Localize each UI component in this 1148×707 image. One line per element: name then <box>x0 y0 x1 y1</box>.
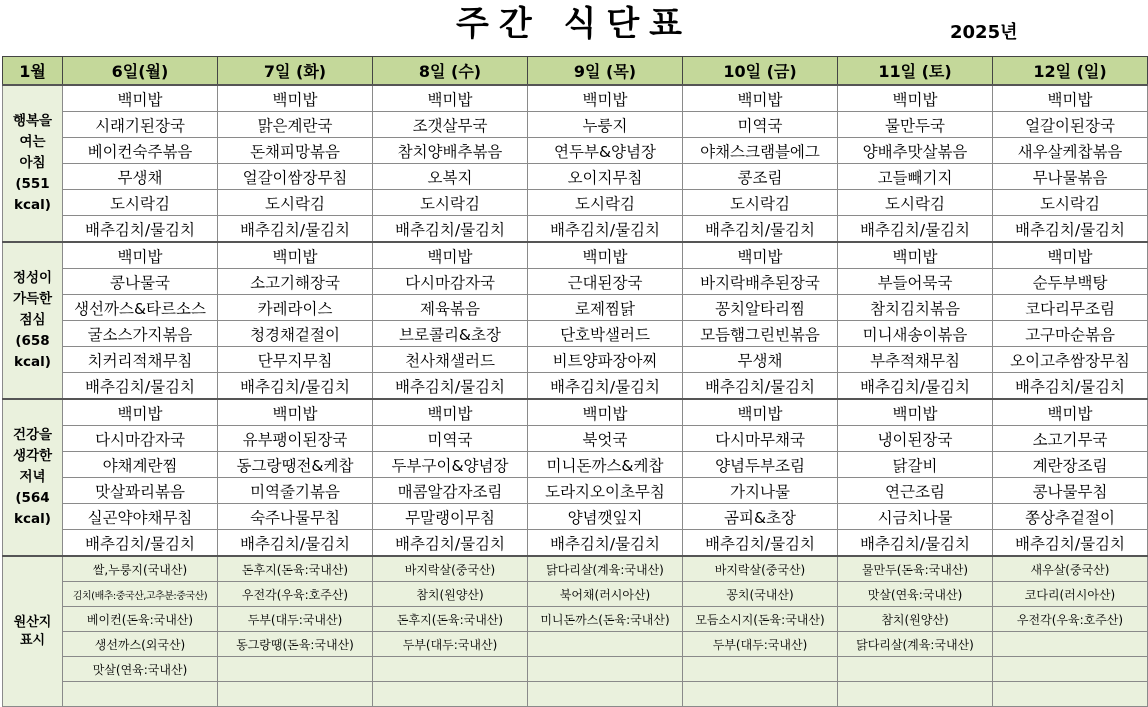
menu-cell: 곰피&초장 <box>683 504 838 530</box>
menu-cell: 미역줄기볶음 <box>218 478 373 504</box>
menu-row <box>3 399 1148 426</box>
menu-cell: 미니새송이볶음 <box>838 321 993 347</box>
section-label-line: 점심 <box>19 312 46 328</box>
menu-cell: 배추김치/물김치 <box>683 530 838 557</box>
menu-cell: 도시락김 <box>218 190 373 216</box>
menu-cell: 배추김치/물김치 <box>63 216 218 243</box>
menu-cell: 백미밥 <box>218 85 373 112</box>
menu-cell: 백미밥 <box>373 242 528 269</box>
menu-table-body <box>3 57 1148 707</box>
menu-row <box>3 138 1148 164</box>
menu-row <box>3 216 1148 243</box>
menu-cell: 배추김치/물김치 <box>373 216 528 243</box>
menu-cell: 새우살케찹볶음 <box>993 138 1148 164</box>
menu-cell: 가지나물 <box>683 478 838 504</box>
menu-cell: 유부팽이된장국 <box>218 426 373 452</box>
section-label-line: kcal) <box>14 511 51 527</box>
menu-cell: 도라지오이초무침 <box>528 478 683 504</box>
menu-cell: 베이컨숙주볶음 <box>63 138 218 164</box>
menu-cell: 백미밥 <box>683 399 838 426</box>
menu-cell: 물만두국 <box>838 112 993 138</box>
origin-cell: 우전각(우육:호주산) <box>993 607 1148 632</box>
origin-cell: 닭다리살(계육:국내산) <box>838 632 993 657</box>
origin-cell: 닭다리살(계육:국내산) <box>528 556 683 582</box>
menu-cell: 바지락배추된장국 <box>683 269 838 295</box>
origin-cell: 모듬소시지(돈육:국내산) <box>683 607 838 632</box>
origin-cell: 코다리(러시아산) <box>993 582 1148 607</box>
menu-cell: 백미밥 <box>683 242 838 269</box>
menu-cell: 부들어묵국 <box>838 269 993 295</box>
menu-row <box>3 295 1148 321</box>
origin-cell: 참치(원양산) <box>373 582 528 607</box>
origin-cell: 두부(대두:국내산) <box>373 632 528 657</box>
menu-cell: 고들빼기지 <box>838 164 993 190</box>
menu-cell: 시래기된장국 <box>63 112 218 138</box>
menu-row <box>3 112 1148 138</box>
section-label-line: 가득한 <box>12 291 53 307</box>
section-label-line: (551 <box>15 176 50 192</box>
menu-cell: 도시락김 <box>838 190 993 216</box>
menu-cell: 양념두부조림 <box>683 452 838 478</box>
menu-cell: 백미밥 <box>683 85 838 112</box>
menu-cell: 닭갈비 <box>838 452 993 478</box>
menu-cell: 동그랑땡전&케찹 <box>218 452 373 478</box>
day-header: 6일(월) <box>63 57 218 86</box>
origin-cell: 베이컨(돈육:국내산) <box>63 607 218 632</box>
menu-cell: 백미밥 <box>993 85 1148 112</box>
menu-cell: 단호박샐러드 <box>528 321 683 347</box>
menu-cell: 조갯살무국 <box>373 112 528 138</box>
menu-cell: 비트양파장아찌 <box>528 347 683 373</box>
origin-cell: 두부(대두:국내산) <box>683 632 838 657</box>
day-header: 12일 (일) <box>993 57 1148 86</box>
menu-cell: 배추김치/물김치 <box>373 530 528 557</box>
menu-cell: 무생채 <box>683 347 838 373</box>
menu-cell: 백미밥 <box>528 85 683 112</box>
menu-cell: 소고기무국 <box>993 426 1148 452</box>
section-label <box>3 399 63 556</box>
section-label <box>3 242 63 399</box>
origin-cell: 바지락살(중국산) <box>683 556 838 582</box>
menu-cell: 미역국 <box>683 112 838 138</box>
menu-cell: 누룽지 <box>528 112 683 138</box>
menu-cell: 계란장조림 <box>993 452 1148 478</box>
menu-cell: 브로콜리&초장 <box>373 321 528 347</box>
menu-cell: 배추김치/물김치 <box>218 216 373 243</box>
section-label-line: 생각한 <box>12 448 53 464</box>
origin-cell: 두부(대두:국내산) <box>218 607 373 632</box>
menu-cell: 야채계란찜 <box>63 452 218 478</box>
menu-cell: 숙주나물무침 <box>218 504 373 530</box>
menu-cell: 참치양배추볶음 <box>373 138 528 164</box>
menu-cell: 미니돈까스&케찹 <box>528 452 683 478</box>
menu-cell: 도시락김 <box>63 190 218 216</box>
menu-cell: 로제찜닭 <box>528 295 683 321</box>
menu-cell: 백미밥 <box>528 399 683 426</box>
menu-cell: 연두부&양념장 <box>528 138 683 164</box>
menu-cell: 도시락김 <box>683 190 838 216</box>
origin-cell <box>838 657 993 682</box>
menu-cell: 쫑상추겉절이 <box>993 504 1148 530</box>
origin-cell: 김치(배추:중국산,고추분:중국산) <box>63 582 218 607</box>
menu-cell: 치커리적채무침 <box>63 347 218 373</box>
section-label-line: 표시 <box>19 632 46 648</box>
menu-cell: 배추김치/물김치 <box>838 373 993 400</box>
menu-cell: 배추김치/물김치 <box>683 216 838 243</box>
menu-cell: 백미밥 <box>218 242 373 269</box>
menu-cell: 배추김치/물김치 <box>218 530 373 557</box>
menu-cell: 카레라이스 <box>218 295 373 321</box>
day-header: 9일 (목) <box>528 57 683 86</box>
origin-cell: 새우살(중국산) <box>993 556 1148 582</box>
origin-cell <box>993 682 1148 707</box>
month-header: 1월 <box>3 57 63 86</box>
menu-cell: 매콤알감자조림 <box>373 478 528 504</box>
origin-cell: 맛살(연육:국내산) <box>838 582 993 607</box>
origin-cell <box>838 682 993 707</box>
origin-cell <box>218 657 373 682</box>
menu-cell: 양배추맛살볶음 <box>838 138 993 164</box>
section-label-line: (658 <box>15 333 50 349</box>
section-label-line: 저녁 <box>19 469 46 485</box>
origin-cell: 쌀,누룽지(국내산) <box>63 556 218 582</box>
menu-cell: 백미밥 <box>373 85 528 112</box>
origin-row <box>3 556 1148 582</box>
menu-cell: 연근조림 <box>838 478 993 504</box>
section-label-line: 행복을 <box>12 113 53 129</box>
menu-row <box>3 85 1148 112</box>
menu-cell: 배추김치/물김치 <box>993 530 1148 557</box>
menu-cell: 배추김치/물김치 <box>528 216 683 243</box>
menu-cell: 돈채피망볶음 <box>218 138 373 164</box>
origin-cell <box>993 657 1148 682</box>
menu-cell: 배추김치/물김치 <box>63 530 218 557</box>
menu-cell: 실곤약야채무침 <box>63 504 218 530</box>
origin-cell: 우전각(우육:호주산) <box>218 582 373 607</box>
menu-cell: 오이지무침 <box>528 164 683 190</box>
menu-cell: 다시마감자국 <box>373 269 528 295</box>
menu-cell: 도시락김 <box>373 190 528 216</box>
day-header: 11일 (토) <box>838 57 993 86</box>
menu-cell: 청경채겉절이 <box>218 321 373 347</box>
menu-cell: 얼갈이된장국 <box>993 112 1148 138</box>
menu-cell: 백미밥 <box>63 242 218 269</box>
menu-cell: 맛살꽈리볶음 <box>63 478 218 504</box>
menu-row <box>3 452 1148 478</box>
menu-cell: 배추김치/물김치 <box>993 216 1148 243</box>
menu-row <box>3 530 1148 557</box>
menu-cell: 콩조림 <box>683 164 838 190</box>
section-label <box>3 556 63 707</box>
menu-cell: 백미밥 <box>838 85 993 112</box>
section-label-line: 정성이 <box>12 270 53 286</box>
menu-cell: 다시마무채국 <box>683 426 838 452</box>
origin-cell <box>528 657 683 682</box>
menu-cell: 고구마순볶음 <box>993 321 1148 347</box>
menu-cell: 부추적채무침 <box>838 347 993 373</box>
menu-cell: 백미밥 <box>993 399 1148 426</box>
origin-cell <box>993 632 1148 657</box>
menu-cell: 두부구이&양념장 <box>373 452 528 478</box>
origin-cell <box>373 657 528 682</box>
menu-row <box>3 347 1148 373</box>
page-title: 주간 식단표 <box>455 4 693 44</box>
menu-cell: 꽁치알타리찜 <box>683 295 838 321</box>
menu-row <box>3 242 1148 269</box>
menu-cell: 얼갈이쌈장무침 <box>218 164 373 190</box>
menu-cell: 도시락김 <box>993 190 1148 216</box>
menu-cell: 오이고추쌈장무침 <box>993 347 1148 373</box>
menu-cell: 백미밥 <box>63 399 218 426</box>
origin-row <box>3 657 1148 682</box>
menu-cell: 제육볶음 <box>373 295 528 321</box>
menu-cell: 천사채샐러드 <box>373 347 528 373</box>
menu-cell: 도시락김 <box>528 190 683 216</box>
menu-cell: 배추김치/물김치 <box>838 530 993 557</box>
origin-row <box>3 582 1148 607</box>
menu-cell: 배추김치/물김치 <box>528 530 683 557</box>
origin-cell: 동그랑땡(돈육:국내산) <box>218 632 373 657</box>
day-header: 10일 (금) <box>683 57 838 86</box>
section-label-line: (564 <box>15 490 50 506</box>
section-label-line: 아침 <box>19 155 46 171</box>
menu-cell: 콩나물국 <box>63 269 218 295</box>
menu-cell: 배추김치/물김치 <box>63 373 218 400</box>
origin-cell: 돈후지(돈육:국내산) <box>373 607 528 632</box>
menu-row <box>3 321 1148 347</box>
origin-cell <box>683 657 838 682</box>
menu-cell: 맑은계란국 <box>218 112 373 138</box>
menu-cell: 백미밥 <box>993 242 1148 269</box>
section-label-line: 건강을 <box>12 427 53 443</box>
menu-cell: 시금치나물 <box>838 504 993 530</box>
origin-cell: 미니돈까스(돈육:국내산) <box>528 607 683 632</box>
year-label: 2025년 <box>950 22 1018 43</box>
section-label <box>3 85 63 242</box>
weekly-menu-table <box>2 56 1148 707</box>
menu-cell: 무나물볶음 <box>993 164 1148 190</box>
menu-cell: 단무지무침 <box>218 347 373 373</box>
menu-cell: 무말랭이무침 <box>373 504 528 530</box>
menu-cell: 미역국 <box>373 426 528 452</box>
menu-cell: 배추김치/물김치 <box>838 216 993 243</box>
menu-cell: 야채스크램블에그 <box>683 138 838 164</box>
menu-cell: 백미밥 <box>528 242 683 269</box>
menu-cell: 콩나물무침 <box>993 478 1148 504</box>
menu-cell: 참치김치볶음 <box>838 295 993 321</box>
menu-cell: 오복지 <box>373 164 528 190</box>
menu-cell: 소고기해장국 <box>218 269 373 295</box>
menu-row <box>3 373 1148 400</box>
menu-cell: 양념깻잎지 <box>528 504 683 530</box>
menu-row <box>3 164 1148 190</box>
menu-cell: 순두부백탕 <box>993 269 1148 295</box>
menu-cell: 무생채 <box>63 164 218 190</box>
menu-cell: 굴소스가지볶음 <box>63 321 218 347</box>
menu-cell: 다시마감자국 <box>63 426 218 452</box>
menu-cell: 백미밥 <box>373 399 528 426</box>
menu-cell: 백미밥 <box>63 85 218 112</box>
menu-row <box>3 190 1148 216</box>
menu-row <box>3 426 1148 452</box>
menu-cell: 배추김치/물김치 <box>993 373 1148 400</box>
menu-cell: 생선까스&타르소스 <box>63 295 218 321</box>
menu-cell: 배추김치/물김치 <box>528 373 683 400</box>
menu-cell: 백미밥 <box>838 242 993 269</box>
section-label-line: 원산지 <box>13 614 52 630</box>
origin-cell: 맛살(연육:국내산) <box>63 657 218 682</box>
section-label-line: kcal) <box>14 354 51 370</box>
header-row <box>3 57 1148 86</box>
day-header: 8일 (수) <box>373 57 528 86</box>
menu-cell: 북엇국 <box>528 426 683 452</box>
menu-cell: 백미밥 <box>838 399 993 426</box>
origin-cell: 물만두(돈육:국내산) <box>838 556 993 582</box>
origin-cell <box>683 682 838 707</box>
menu-cell: 코다리무조림 <box>993 295 1148 321</box>
section-label-line: 여는 <box>19 134 46 150</box>
day-header: 7일 (화) <box>218 57 373 86</box>
origin-cell <box>528 632 683 657</box>
origin-cell <box>528 682 683 707</box>
menu-row <box>3 478 1148 504</box>
origin-cell: 참치(원양산) <box>838 607 993 632</box>
origin-row <box>3 682 1148 707</box>
menu-cell: 모듬햄그린빈볶음 <box>683 321 838 347</box>
origin-cell <box>218 682 373 707</box>
origin-cell: 돈후지(돈육:국내산) <box>218 556 373 582</box>
section-label-line: kcal) <box>14 197 51 213</box>
origin-cell: 바지락살(중국산) <box>373 556 528 582</box>
menu-cell: 배추김치/물김치 <box>373 373 528 400</box>
menu-row <box>3 504 1148 530</box>
origin-cell: 꽁치(국내산) <box>683 582 838 607</box>
origin-cell: 북어채(러시아산) <box>528 582 683 607</box>
menu-cell: 배추김치/물김치 <box>218 373 373 400</box>
origin-row <box>3 607 1148 632</box>
origin-cell <box>373 682 528 707</box>
origin-cell: 생선까스(외국산) <box>63 632 218 657</box>
menu-cell: 백미밥 <box>218 399 373 426</box>
menu-row <box>3 269 1148 295</box>
menu-cell: 배추김치/물김치 <box>683 373 838 400</box>
origin-cell <box>63 682 218 707</box>
menu-cell: 냉이된장국 <box>838 426 993 452</box>
origin-row <box>3 632 1148 657</box>
menu-cell: 근대된장국 <box>528 269 683 295</box>
